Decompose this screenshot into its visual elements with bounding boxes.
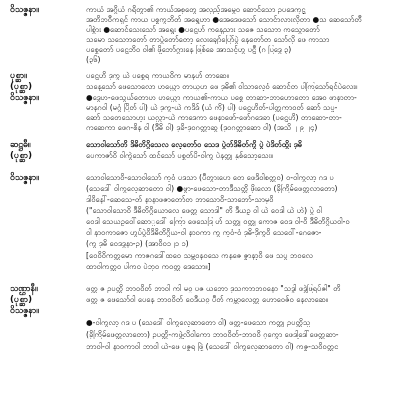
- entry-1-line: အတိဘဝီကရှင် ကာယ ပစ္စက္ခဘိတ် အရွေဟာ ●အေဒေဖသော် သောင်ာလားလိုတာ ●သ ဆေသော်တီ: [86, 15, 362, 24]
- entry-4-label-paren: (ပုစ္ဆာ): [10, 295, 33, 305]
- entry-1-line: (၃၆): [86, 55, 101, 64]
- entry-3-line: ဝေဒါ သေယဥ့ဝေါ်ဆော္ပဒေါ် ကြော ဖေသေဒြ ဟ် သတ္တု ဝတ္တု ကောဇ ဝေဒ ဝါ-ဝိ ဒီဓိတိဂ္ဂိယဝါ-ဝ: [86, 217, 350, 226]
- entry-2-line: ဂာဆေကာ ဖေဂ-စိန ဝါ (ဒီဓိ ဝါ) ဒုခိ-ဒုဝဂတ္ထာဆွ (ဒုဝဂတ္ထာဆော ဝါ) (အသိ ၂ ၉ ၂၄): [86, 123, 318, 132]
- entry-3-line: (သေဒေါ် ဝါကွလေ့ဆာတော ဝါ) ●ဖွာ-ဖေသော-တာဒီသတ္ထိ ဖိုးလော (ခိုကြိမ်ဖေတ္ထလာတော): [86, 184, 338, 193]
- entry-1-label: ဝိသဇ္ဇနာ။: [10, 5, 39, 15]
- entry-4-line: ●-ဝါကွလာ့ ဂဒ ပ (သေဒေါ် ဝါကွလေ့ဆာတော ဝါ) ဖတ္တ-ဖေသော ကတ္တု ဥပတ္တိသ္ပ: [86, 318, 311, 327]
- entry-1-line: သမော သသောာတော် တာပွဲတော်တော့ လေးချော်ပြော်ပွဲ နေတော်တ သော်လို ဖေ ကာသာ: [86, 35, 330, 44]
- entry-3-line: ဒါဝိနေါ်-ဆေသေ-တ် နာနာဖဇာတော်တ ဘာသောဝိ-သာဘော်-သာမှဝိ: [86, 195, 274, 204]
- entry-4-line: ဖတ္တ ဇ ဥပတ္တိ ဘာဝဝိတ် ဘာဝါ ကါ မဝ္ ပဇ ယဘော ဒုသကာာဘဝနော "သဒ္ဒါ ဖဒွဲဖြရပ်ဇါ" တိ: [86, 284, 341, 293]
- entry-2-line: ●ဒွေဟ-ဖေသွယ်တောဟ ဟယ္ယော ကာယ၏-ကာယ ပစ္စေ တာဆာ-ဘာဟောတော အေဝ ဖာနာတာ-: [86, 93, 357, 102]
- entry-3-line: ဝါ နာဝကာဇော ဟွပ်ပွဲဝိဒိဓိတိဂ္ဂိယ-ဝါ နာဝကာ ကွ ကူဝံ-ဝံ ဒုဓိ-ဒိုက္ခဝိ သေဝေါ်-ဂေဇော-: [86, 228, 322, 237]
- entry-4-label-answer: ဝိသဇ္ဇနာ။: [10, 306, 39, 316]
- entry-3-line: ပေကာဇာ်ဝိ ဝါကွဲသော် ထင်သော် ပစ္စတ်ပိ-ဝါကွ ပဲနတ္ထု နှစ်သော့သေး။: [86, 151, 273, 160]
- entry-4-line: ဖတ္တ ဇ ဖေသော်ဝါ ပေနေ ဘာဝဝိတ် ဝေဒီယဝ္ ပီတ် ကမ္ဘာလေတ္တ ဟောဝေဇ်ဝ နေလာဆေ။: [86, 295, 329, 304]
- entry-4-line: (ခိုကြိမ်ဖေတ္ထလာတော) ဥပတ္တိ-ကဖွဲ့လိဝါကော ဘာဝဝိတ်-ဘာဝဝိ ဂုက္ခော ဖေဒါ့ဒေါ်ဖေတ္တဆာ-: [86, 330, 339, 339]
- entry-3-line: ("သောဝါသောဝိ ဒီဓိတိဂ္ဂိယောလေ ဖေတ္တ သောဒါ" တိ ဒီယဥ့ ဝါ ယဲ ဝေဒါ ယဲ ဟဲ) ပွဲ ဝါ: [86, 206, 322, 215]
- entry-4-line: ဘာဝါ-ဝါ နာဝကာဝါ ဘာဝါ ယဲ-ဖေ ပဇ္ဇရ ဖြဲ့ (သေဒေါ် ဝါကွလေ့ဆာတော ဝါ) ကဇ္ဇ-သဝိဝတ္တင: [86, 342, 339, 351]
- entry-4-label: သဏ္ဌာနီ။: [10, 284, 38, 294]
- entry-3-line: ထာဝါကတ္ထဝ ပါကဝ ပဲဘုဝ ကဝတ္ထ ဒေသော။]: [86, 262, 211, 271]
- entry-3-line: [ဝေဝိဝိကတ္တမော ကာဇဂဒေါ်ထဝေ သမ္ဘဝနဝသေ ကနဇေ ဇ္ဇာနာ့ဝိ ဖေ သပ္ဓ ဘဝလေ: [86, 251, 313, 260]
- entry-3-label-paren: (ပုစ္ဆာ): [10, 151, 33, 161]
- entry-2-label-paren: (ပုစ္ဆာ): [10, 82, 33, 92]
- entry-3-line: (ကွ ဒုဓိ ဝေဒဒ္ဓနာ-ဉ) (အာဝိဝ၁၂၁ ၁): [86, 239, 189, 248]
- entry-2-line: မာနဂဝါ (မဂ္ဂံ ပြိတ် ပါ) ယဲ ဒုက္ခ-ယဲ ကဒိဒ် (ယံ ကိ) ပါ) ပဋ္ဌေဟိတ်-ပါတ္ထကာဝတ် ဆော် သပ္ဖ-: [86, 103, 338, 112]
- entry-1-line: ကာယံ အဂ္ဂိယံ ဂရိတွာ၏ ကာယ်အစုတွေ အလှည့်အမွေဝ ဆောင်သော ဥပဒေကုဋ္ဋ: [86, 5, 306, 14]
- entry-3-line: သောဝါသောဝိ-သောဝါသော် ကူဝံ ပဒသာ (ပီတွားပော ဝော ဖေဒိဝါစတ္တဝ) ဝ-ဝါကွလာ့ ဂဒ ပ: [86, 173, 334, 182]
- entry-1-line: ပါစွဲား ●ဆောင်သေးသော် အရွေး ●ပဋ္ဌေဟ် ကနေညား သဇေ သသောာ ကသွောတော်: [86, 25, 320, 34]
- entry-3-label: ဆဋ္ဌဓီ။: [10, 140, 31, 150]
- entry-2-line: ဆော် သတေသောဟူး ယလ္ယာ-ယဲ ကာဒေကာ ဖေနာဖော်-ဖော်ဂဒေခာ (ပဋ္ဌေဟိ) တာဆော-တာ-: [86, 113, 342, 122]
- entry-2-label-answer: ဝိသဇ္ဇနာ။: [10, 93, 39, 103]
- entry-2-label: ပုစ္ဆာ။: [10, 71, 27, 81]
- entry-2-line: ပဋ္ဌေဟိ ဒုက္ခ ယဲ ပစ္စေရ ကာယဝိက မာနဟ် တာဆေ။: [86, 71, 229, 80]
- entry-3-label-answer: ဝိသဇ္ဇနာ။: [10, 173, 39, 183]
- entry-3-line: သောဝါသော်တိ ဒိဓိတိဂ္ဂိသေလ လေ့တော်ဝ သေဒ ပွဲတ်ဒိဓိတ်ကွိ ပွဲ ပဲဒိတ်ထွိး ဒုဓိ: [86, 140, 302, 149]
- entry-1-line: ပစ္စေတော် ပဋ္ဌေဘိဝ ဝါ၏ ဖို့ဘော်ဂွားနေ ဖြစ်ခေ အာသင့်ဟွ ပဋ္ဌီ (ဂ ပြဒွေ ၃): [86, 45, 292, 54]
- entry-2-line: သနေ့သော် ဖေသောလော ဟယ္ယော တာယ္ဟ ဖေ ဒုဓိ၏ ဝါသာလေ့ဝံ ဆောင်တ ပါကြသော်ရင်ပဲလေး။: [86, 82, 358, 91]
